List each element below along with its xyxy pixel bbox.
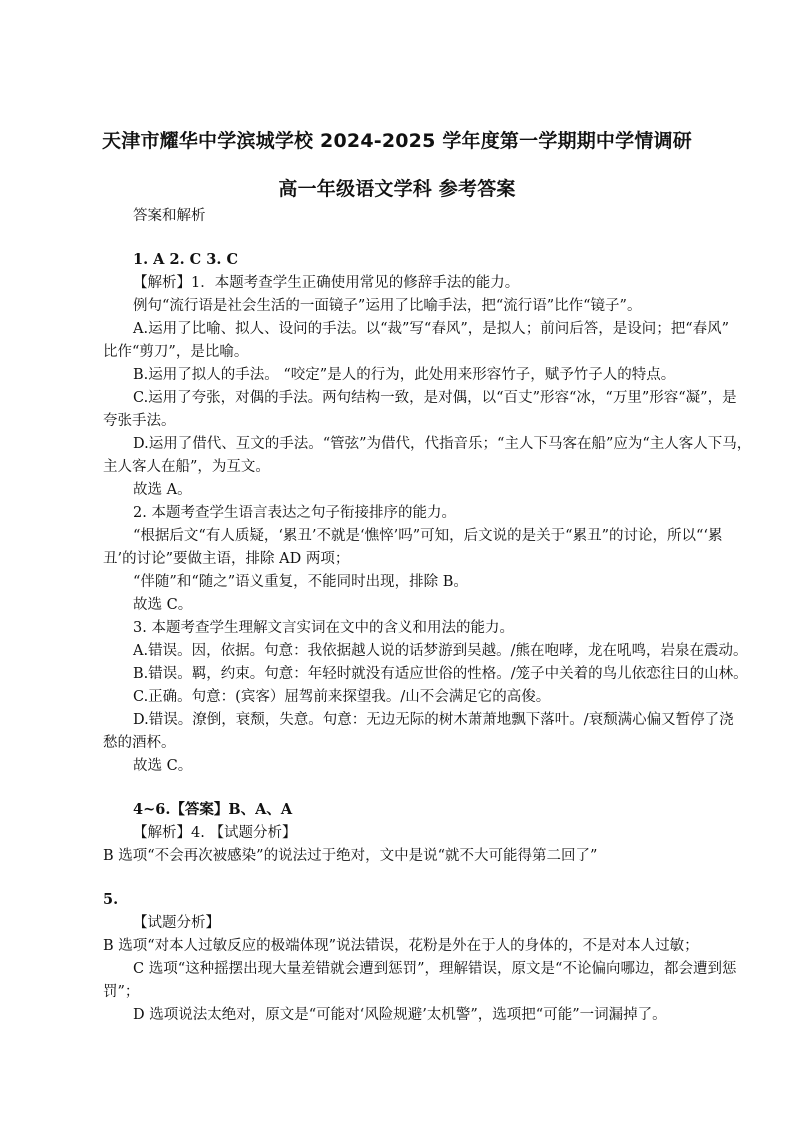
analysis-line: 【解析】4. 【试题分析】 bbox=[133, 825, 297, 841]
answer-key-4-6: 4~6.【答案】B、A、A bbox=[133, 801, 293, 818]
analysis-line: B.运用了拟人的手法。 “咬定”是人的行为，此处用来形容竹子，赋予竹子人的特点。 bbox=[133, 367, 676, 383]
analysis-line: 罚”； bbox=[103, 984, 140, 1000]
analysis-line: 【解析】1．本题考查学生正确使用常见的修辞手法的能力。 bbox=[133, 275, 520, 291]
analysis-line: 比作“剪刀”，是比喻。 bbox=[103, 344, 249, 360]
analysis-line: “根据后文“有人质疑，‘累丑’不就是‘憔悴’吗”可知，后文说的是关于“累丑”的讨论，所以“‘累 bbox=[133, 528, 723, 544]
analysis-line: C.正确。句意：(宾客）屈驾前来探望我。/山不会满足它的高俊。 bbox=[133, 689, 551, 705]
analysis-line: 丑’的讨论”要做主语，排除 AD 两项； bbox=[103, 551, 350, 567]
analysis-line: 故选 A。 bbox=[133, 482, 192, 498]
analysis-line: C.运用了夸张，对偶的手法。两句结构一致，是对偶，以“百丈”形容“冰，“万里”形容“凝”，是 bbox=[133, 390, 737, 406]
analysis-line: 故选 C。 bbox=[133, 758, 193, 774]
analysis-line: 2. 本题考查学生语言表达之句子衔接排序的能力。 bbox=[133, 505, 456, 521]
analysis-line: 主人客人在船”，为互文。 bbox=[103, 459, 270, 475]
analysis-line: B 选项“不会再次被感染”的说法过于绝对，文中是说“就不大可能得第二回了” bbox=[103, 848, 598, 864]
analysis-line: D 选项说法太绝对，原文是“可能对‘风险规避’太机警”，选项把“可能”一词漏掉了。 bbox=[133, 1007, 667, 1023]
analysis-line: 夸张手法。 bbox=[103, 413, 176, 429]
answers-heading: 答案和解析 bbox=[133, 208, 206, 224]
answer-key-1-3: 1. A 2. C 3. C bbox=[133, 251, 238, 268]
analysis-line: 故选 C。 bbox=[133, 597, 193, 613]
analysis-line: 愁的酒杯。 bbox=[103, 735, 176, 751]
analysis-line: A.错误。因，依据。句意：我依据越人说的话梦游到吴越。/熊在咆哮，龙在吼鸣，岩泉在震动。 bbox=[133, 643, 748, 659]
analysis-line: “伴随”和“随之”语义重复，不能同时出现，排除 B。 bbox=[133, 574, 468, 590]
analysis-line: 【试题分析】 bbox=[133, 915, 220, 931]
analysis-line: B 选项“对本人过敏反应的极端体现”说法错误，花粉是外在于人的身体的，不是对本人过敏； bbox=[103, 938, 699, 954]
analysis-line: C 选项“这种摇摆出现大量差错就会遭到惩罚”，理解错误，原文是“不论偏向哪边，都会遭到惩 bbox=[133, 961, 737, 977]
analysis-line: B.错误。羁，约束。句意：年轻时就没有适应世俗的性格。/笼子中关着的鸟儿依恋往日的山林。 bbox=[133, 666, 748, 682]
analysis-line: D.错误。潦倒，衰颓，失意。句意：无边无际的树木萧萧地飘下落叶。/衰颓满心偏又暂停了浇 bbox=[133, 712, 734, 728]
document-subtitle: 高一年级语文学科 参考答案 bbox=[278, 178, 516, 200]
analysis-line: D.运用了借代、互文的手法。“管弦”为借代，代指音乐；“主人下马客在船”应为“主人客人下马， bbox=[133, 436, 752, 452]
analysis-line: A.运用了比喻、拟人、设问的手法。以“裁”写“春风”，是拟人；前问后答，是设问；把“春风” bbox=[133, 321, 730, 337]
analysis-line: 3. 本题考查学生理解文言实词在文中的含义和用法的能力。 bbox=[133, 620, 514, 636]
document-title: 天津市耀华中学滨城学校 2024-2025 学年度第一学期期中学情调研 bbox=[102, 130, 692, 152]
question-number: 5. bbox=[103, 891, 119, 908]
analysis-line: 例句“流行语是社会生活的一面镜子”运用了比喻手法，把“流行语”比作“镜子”。 bbox=[133, 298, 642, 314]
